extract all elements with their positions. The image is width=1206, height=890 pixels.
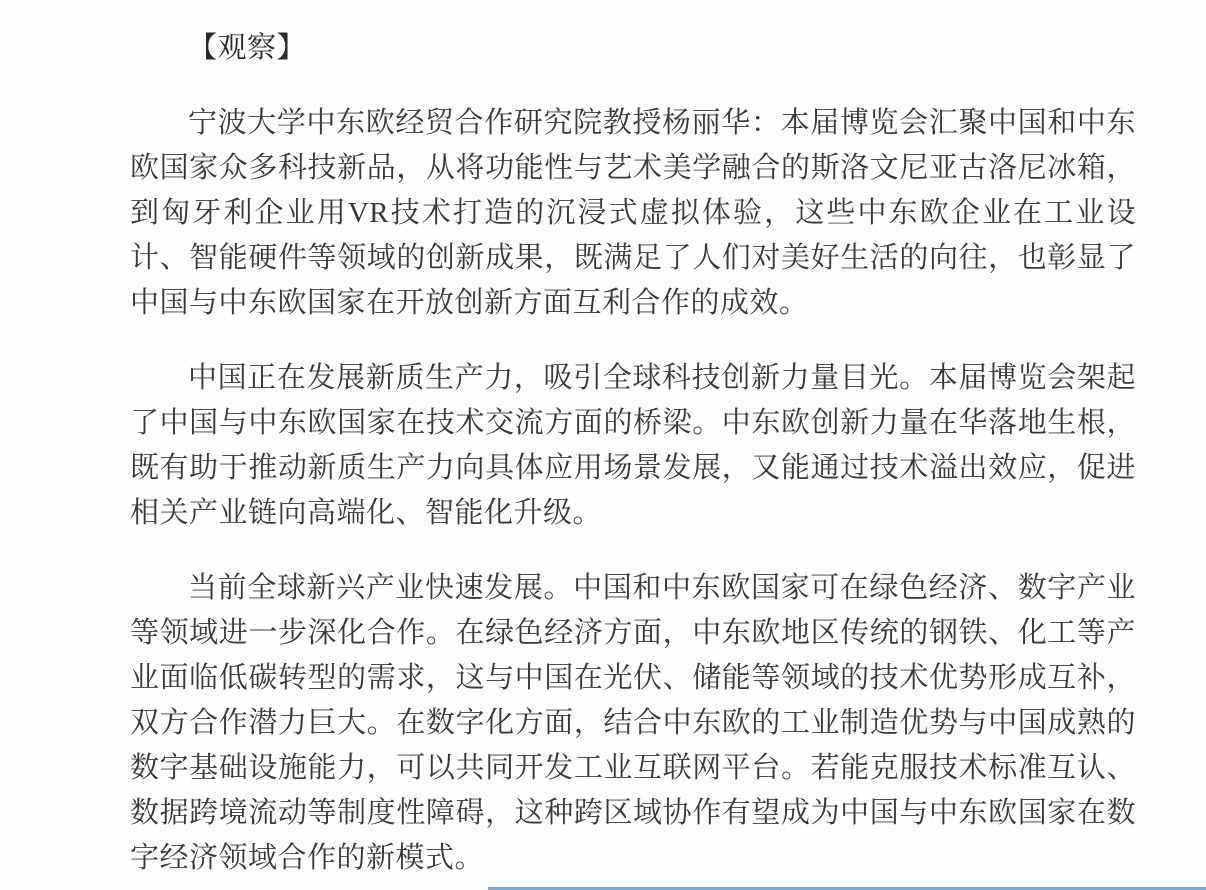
paragraph-emerging-industries: 当前全球新兴产业快速发展。中国和中东欧国家可在绿色经济、数字产业等领域进一步深化合作。在绿色经济方面，中东欧地区传统的钢铁、化工等产业面临低碳转型的需求，这与中国在光伏、储能等领域的技术优势形成互补，双方合作潜力巨大。在数字化方面，结合中东欧的工业制造优势与中国成熟的数字基础设施能力，可以共同开发工业互联网平台。若能克服技术标准互认、数据跨境流动等制度性障碍，这种跨区域协作有望成为中国与中东欧国家在数字经济领域合作的新模式。 — [130, 572, 1136, 874]
paragraph-new-productive-forces: 中国正在发展新质生产力，吸引全球科技创新力量目光。本届博览会架起了中国与中东欧国家在技术交流方面的桥梁。中东欧创新力量在华落地生根，既有助于推动新质生产力向具体应用场景发展，又能通过技术溢出效应，促进相关产业链向高端化、智能化升级。 — [130, 362, 1136, 529]
section-heading: 【观察】 — [188, 32, 307, 64]
paragraph-expert-comment: 宁波大学中东欧经贸合作研究院教授杨丽华：本届博览会汇聚中国和中东欧国家众多科技新品，从将功能性与艺术美学融合的斯洛文尼亚古洛尼冰箱，到匈牙利企业用VR技术打造的沉浸式虚拟体验，这些中东欧企业在工业设计、智能硬件等领域的创新成果，既满足了人们对美好生活的向往，也彰显了中国与中东欧国家在开放创新方面互利合作的成效。 — [130, 107, 1136, 319]
